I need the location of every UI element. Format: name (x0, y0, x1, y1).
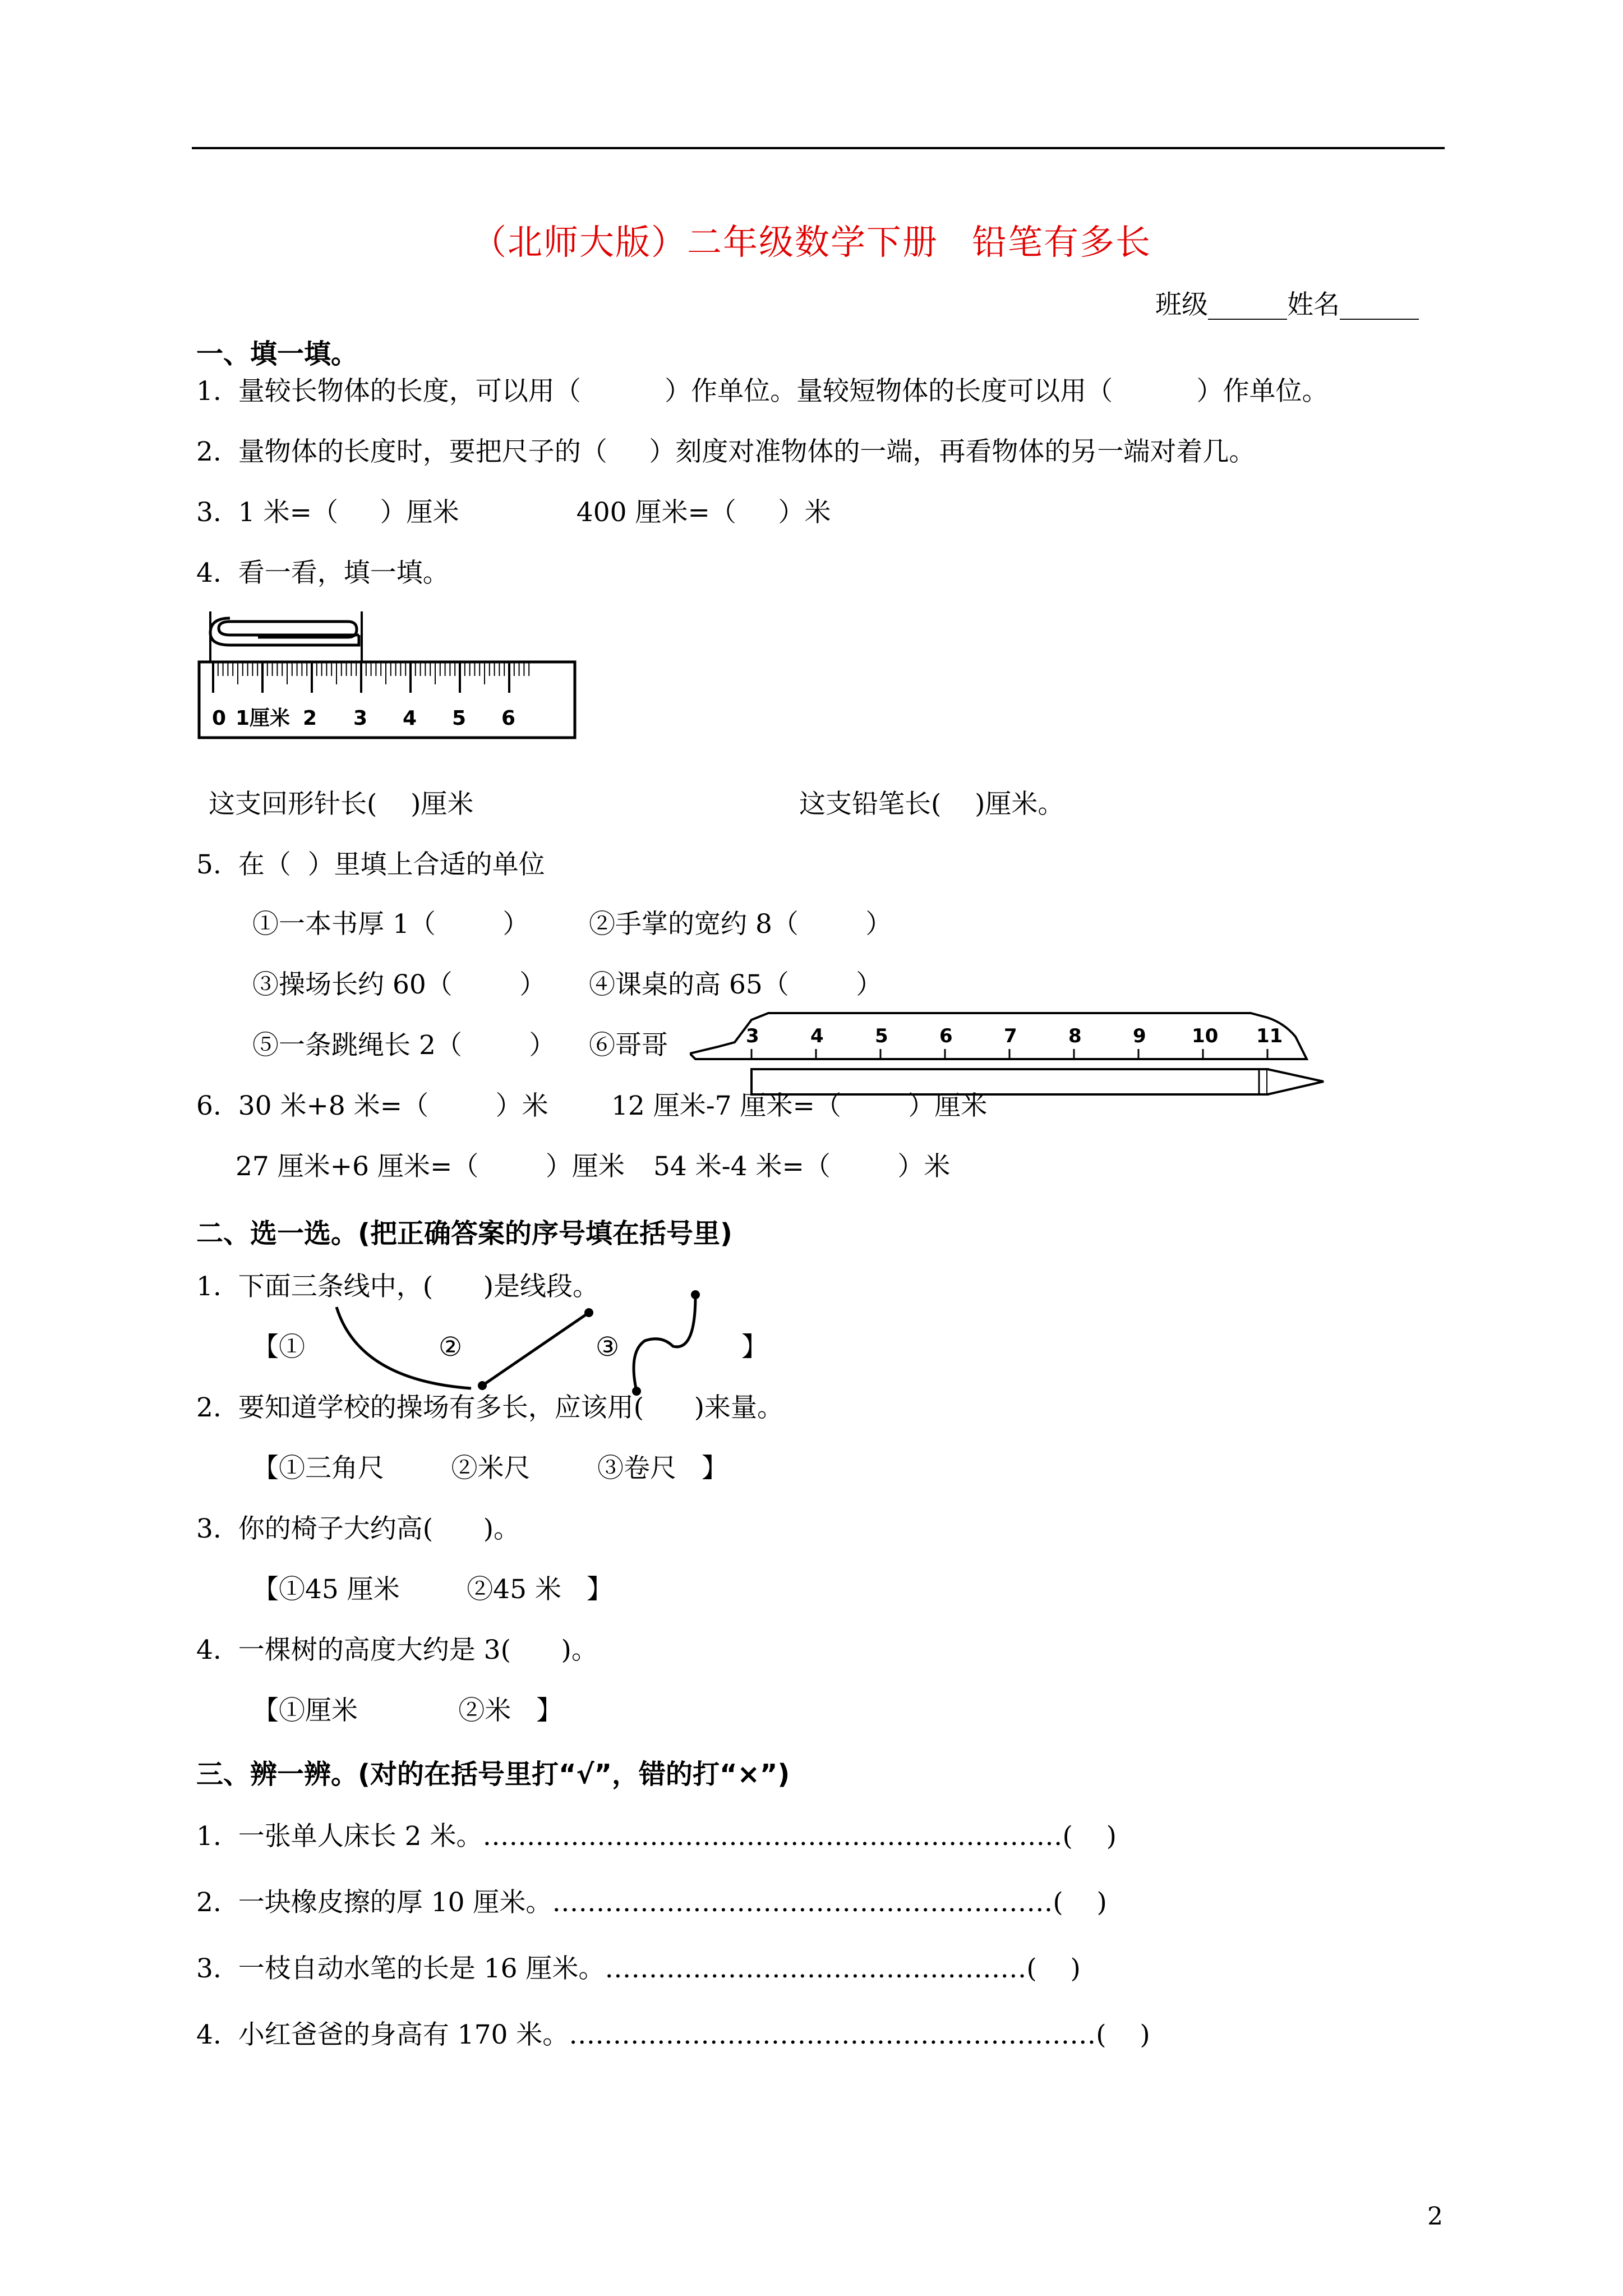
paperclip-ruler-figure (191, 606, 583, 752)
s3-item3: 3. 一枝自动水笔的长是 16 厘米。…………………………………………( ) (196, 1953, 1081, 1984)
s2-q1-opt2: ② (439, 1332, 463, 1363)
s2-q2-options: 【①三角尺 ②米尺 ③卷尺 】 (252, 1453, 728, 1484)
s2-q4-options: 【①厘米 ②米 】 (252, 1695, 563, 1726)
s1-q5-item2: ②手掌的宽约 8（ ） (589, 909, 892, 940)
s2-q3: 3. 你的椅子大约高( )。 (196, 1513, 520, 1544)
line-options-figure (325, 1268, 751, 1402)
ruler2-label-9: 9 (1133, 1025, 1146, 1047)
s1-q5: 5. 在（ ）里填上合适的单位 (196, 849, 545, 880)
ruler-label-0: 0 (212, 707, 227, 730)
s1-q5-item3: ③操场长约 60（ ） (252, 969, 546, 1000)
s1-q6-line2-b: 54 米-4 米=（ ）米 (653, 1151, 951, 1182)
wavy-line-icon (634, 1296, 695, 1391)
class-name-line: 班级______姓名______ (1155, 289, 1419, 320)
section1-heading: 一、填一填。 (196, 338, 358, 370)
worksheet-title (0, 214, 1623, 264)
curve-line-icon (336, 1307, 471, 1388)
s2-q1-opt1: 【① (252, 1332, 305, 1363)
ruler2-label-10: 10 (1192, 1025, 1219, 1047)
header-rule (192, 147, 1445, 149)
s3-item1: 1. 一张单人床长 2 米。…………………………………………………………( ) (196, 1821, 1117, 1852)
s2-q4: 4. 一棵树的高度大约是 3( )。 (196, 1635, 598, 1665)
ruler-label-2: 2 (303, 707, 317, 730)
s2-q1-opt3: ③ (596, 1332, 620, 1363)
s3-item4: 4. 小红爸爸的身高有 170 米。……………………………………………………( ) (196, 2019, 1150, 2050)
ruler-label-5: 5 (452, 707, 467, 730)
s1-q5-item5: ⑤一条跳绳长 2（ ） (252, 1030, 556, 1061)
page-number: 2 (1427, 2202, 1443, 2231)
s2-q2: 2. 要知道学校的操场有多长，应该用( )来量。 (196, 1392, 784, 1423)
ruler-label-4: 4 (403, 707, 417, 730)
s1-q4-caption-right: 这支铅笔长( )厘米。 (799, 789, 1064, 820)
ruler2-label-6: 6 (939, 1025, 953, 1047)
s1-q6-line1-a: 6. 30 米+8 米=（ ）米 (196, 1091, 548, 1121)
ruler-label-3: 3 (353, 707, 368, 730)
s1-q5-item4: ④课桌的高 65（ ） (589, 969, 883, 1000)
s2-q1: 1. 下面三条线中，( )是线段。 (196, 1271, 600, 1302)
s2-q1-opt-close: 】 (741, 1332, 768, 1363)
line-segment-icon (482, 1313, 589, 1386)
ruler2-label-5: 5 (875, 1025, 888, 1047)
s1-q4: 4. 看一看，填一填。 (196, 558, 449, 588)
ruler2-label-8: 8 (1068, 1025, 1082, 1047)
section3-heading: 三、辨一辨。(对的在括号里打“√”，错的打“×”) (196, 1759, 790, 1790)
s1-q6-line2-a: 27 厘米+6 厘米=（ ）厘米 (236, 1151, 625, 1182)
section2-heading: 二、选一选。(把正确答案的序号填在括号里) (196, 1218, 732, 1249)
s1-q3: 3. 1 米=（ ）厘米 400 厘米=（ ）米 (196, 497, 831, 528)
paperclip-icon (219, 622, 359, 637)
title-left: （北师大版）二年级数学下册 (471, 222, 938, 263)
s1-q5-item1: ①一本书厚 1（ ） (252, 909, 529, 940)
s3-item2: 2. 一块橡皮擦的厚 10 厘米。…………………………………………………( ) (196, 1887, 1107, 1918)
s2-q3-options: 【①45 厘米 ②45 米 】 (252, 1574, 613, 1605)
ruler2-label-3: 3 (746, 1025, 759, 1047)
s1-q5-item6: ⑥哥哥 (589, 1030, 668, 1061)
ruler2-label-4: 4 (810, 1025, 824, 1047)
s1-q6-line1-b: 12 厘米-7 厘米=（ ）厘米 (611, 1091, 988, 1121)
ruler2-label-7: 7 (1004, 1025, 1017, 1047)
ruler-label-6: 6 (501, 707, 516, 730)
ruler-label-1: 1厘米 (236, 707, 291, 730)
s1-q4-caption-left: 这支回形针长( )厘米 (209, 789, 474, 820)
title-right: 铅笔有多长 (972, 222, 1152, 263)
s1-q2: 2. 量物体的长度时，要把尺子的（ ）刻度对准物体的一端，再看物体的另一端对着几。 (196, 436, 1256, 467)
s1-q1: 1. 量较长物体的长度，可以用（ ）作单位。量较短物体的长度可以用（ ）作单位。 (196, 376, 1329, 407)
ruler2-label-11: 11 (1256, 1025, 1283, 1047)
